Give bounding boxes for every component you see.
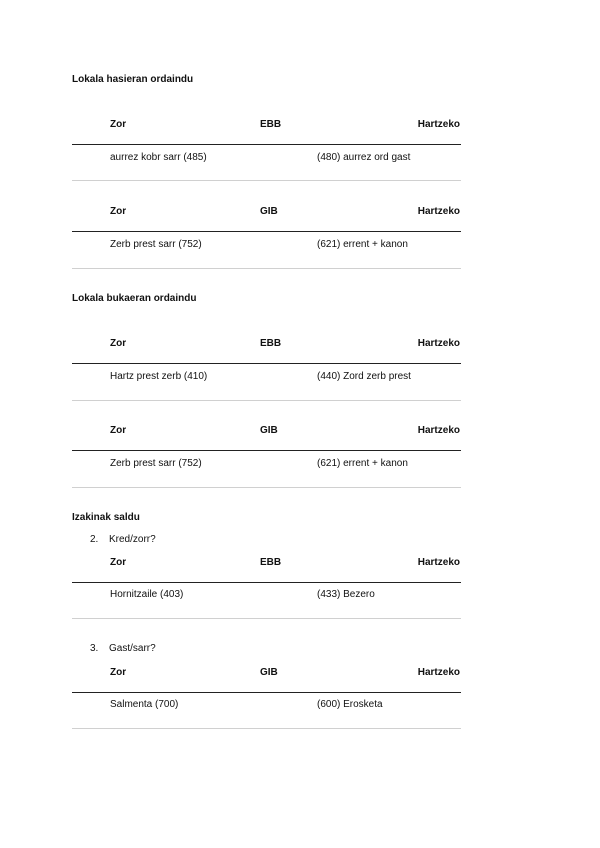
question-text: Gast/sarr? xyxy=(109,643,156,654)
table-bottom-rule xyxy=(72,180,461,181)
table-cell-credit: (480) aurrez ord gast xyxy=(317,152,411,163)
table-cell-debit: Salmenta (700) xyxy=(110,699,179,710)
table-bottom-rule xyxy=(72,728,461,729)
table-header-account: GIB xyxy=(260,206,278,217)
table-header-hartzeko: Hartzeko xyxy=(417,338,460,349)
table-bottom-rule xyxy=(72,618,461,619)
table-cell-credit: (621) errent + kanon xyxy=(317,458,408,469)
section-heading-izakinak-saldu: Izakinak saldu xyxy=(72,512,140,523)
table-header-rule xyxy=(72,231,461,232)
table-header-rule xyxy=(72,692,461,693)
table-header-zor: Zor xyxy=(110,338,127,349)
table-header-hartzeko: Hartzeko xyxy=(417,206,460,217)
table-header-rule xyxy=(72,450,461,451)
table-cell-debit: Zerb prest sarr (752) xyxy=(110,458,202,469)
section-heading-lokala-hasieran: Lokala hasieran ordaindu xyxy=(72,74,194,85)
table-bottom-rule xyxy=(72,400,461,401)
table-header-hartzeko: Hartzeko xyxy=(417,425,460,436)
table-header-rule xyxy=(72,582,461,583)
table-bottom-rule xyxy=(72,268,461,269)
table-header-account: GIB xyxy=(260,425,278,436)
table-header-hartzeko: Hartzeko xyxy=(417,119,460,130)
table-header-account: EBB xyxy=(260,338,282,349)
table-cell-debit: aurrez kobr sarr (485) xyxy=(110,152,207,163)
table-cell-debit: Zerb prest sarr (752) xyxy=(110,239,202,250)
table-header-zor: Zor xyxy=(110,425,127,436)
table-header-zor: Zor xyxy=(110,667,127,678)
table-header-hartzeko: Hartzeko xyxy=(417,557,460,568)
table-header-account: GIB xyxy=(260,667,278,678)
question-number: 3. xyxy=(90,643,99,654)
table-header-zor: Zor xyxy=(110,206,127,217)
section-heading-lokala-bukaeran: Lokala bukaeran ordaindu xyxy=(72,293,197,304)
table-cell-credit: (433) Bezero xyxy=(317,589,375,600)
table-header-zor: Zor xyxy=(110,119,127,130)
table-header-account: EBB xyxy=(260,119,282,130)
question-number: 2. xyxy=(90,534,99,545)
table-header-zor: Zor xyxy=(110,557,127,568)
table-bottom-rule xyxy=(72,487,461,488)
table-header-account: EBB xyxy=(260,557,282,568)
table-header-rule xyxy=(72,363,461,364)
table-cell-credit: (621) errent + kanon xyxy=(317,239,408,250)
table-header-rule xyxy=(72,144,461,145)
question-text: Kred/zorr? xyxy=(109,534,156,545)
table-cell-debit: Hornitzaile (403) xyxy=(110,589,184,600)
table-cell-credit: (600) Erosketa xyxy=(317,699,383,710)
table-cell-credit: (440) Zord zerb prest xyxy=(317,371,411,382)
table-header-hartzeko: Hartzeko xyxy=(417,667,460,678)
table-cell-debit: Hartz prest zerb (410) xyxy=(110,371,208,382)
